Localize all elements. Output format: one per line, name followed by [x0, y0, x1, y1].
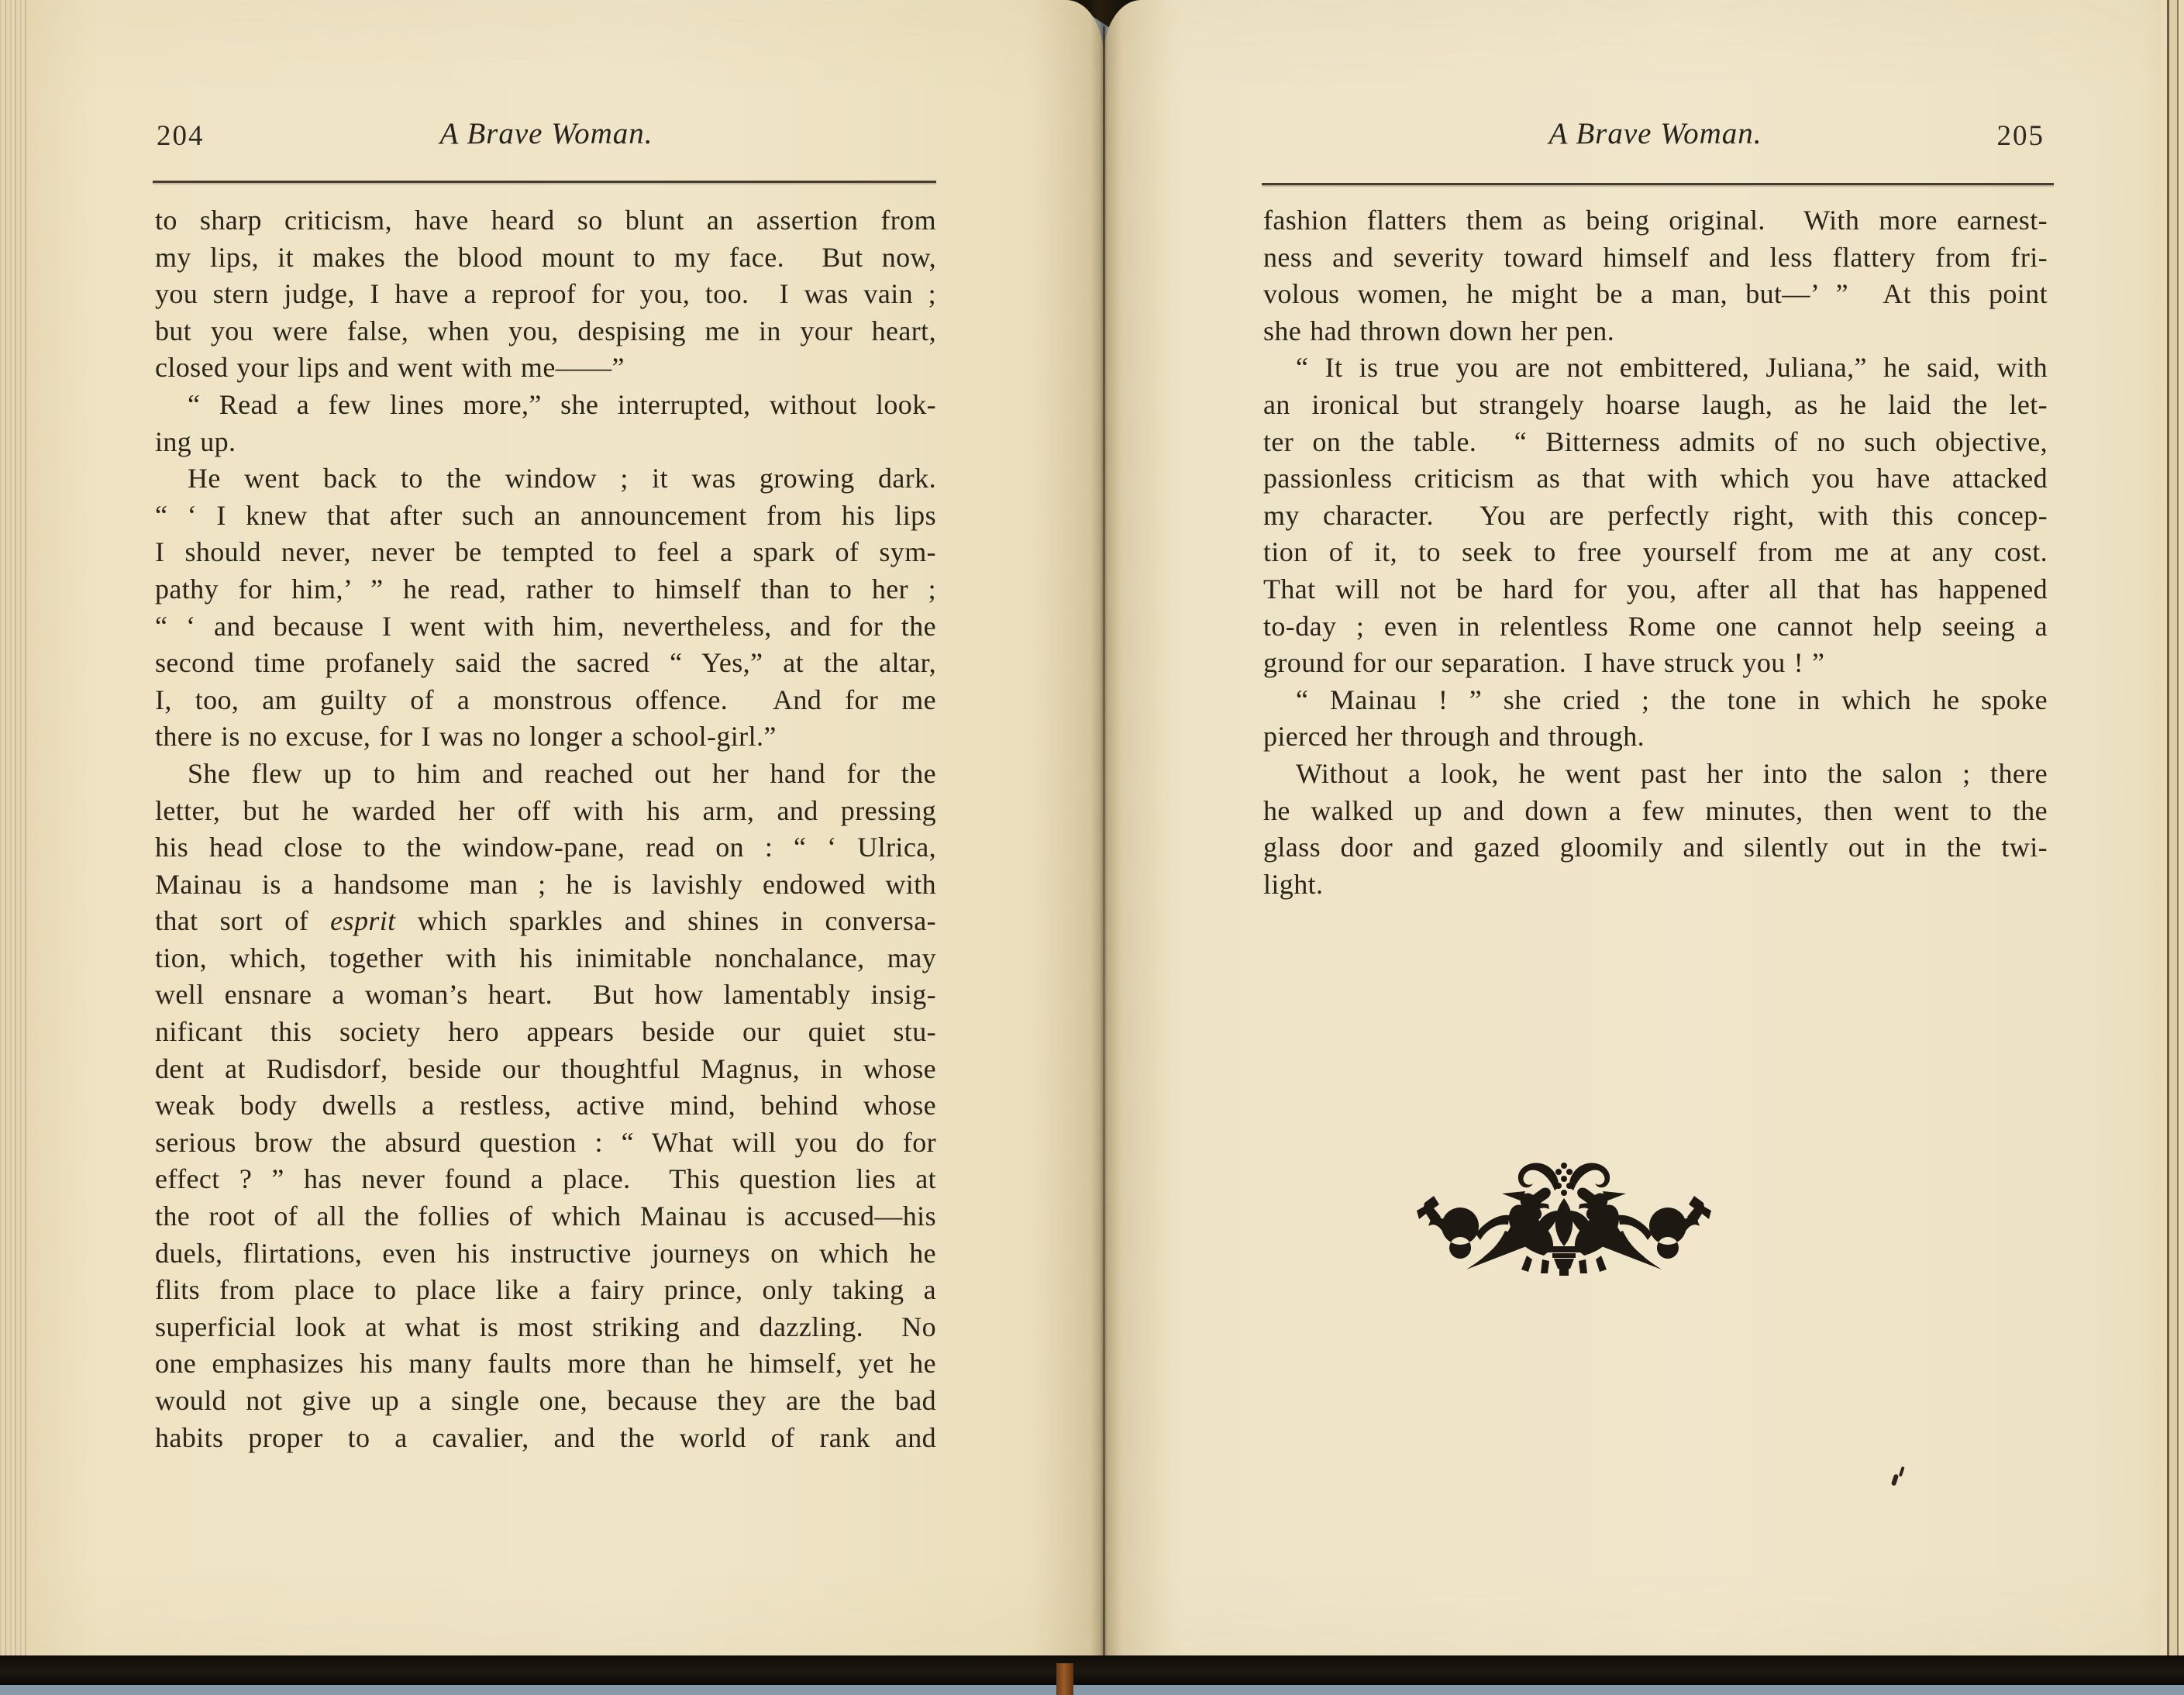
text-line: would not give up a single one, because they are the bad	[155, 1385, 936, 1416]
text-line: That will not be hard for you, after all that has happened	[1263, 573, 2048, 605]
text-line: ter on the table. “ Bitterness admits of no such objective,	[1263, 425, 2048, 457]
text-line: “ It is true you are not embittered, Juliana,” he said, with	[1296, 352, 2048, 384]
text-line: she had thrown down her pen.	[1263, 315, 1615, 346]
text-line: his head close to the window-pane, read on : “ ‘ Ulrica,	[155, 832, 936, 863]
page-edges-right	[2161, 0, 2184, 1660]
text-line: Mainau is a handsome man ; he is lavishly endowed with	[155, 868, 936, 900]
text-line: duels, flirtations, even his instructive journeys on which he	[155, 1237, 936, 1269]
text-line: he walked up and down a few minutes, then went to the	[1263, 794, 2048, 826]
text-line: habits proper to a cavalier, and the world of rank and	[155, 1421, 936, 1453]
text-line: I, too, am guilty of a monstrous offence. And for me	[155, 684, 936, 715]
text-line: nificant this society hero appears beside our quiet stu-	[155, 1016, 936, 1048]
bookmark-ribbon	[1056, 1663, 1073, 1695]
text-line: weak body dwells a restless, active mind, behind whose	[155, 1090, 936, 1121]
text-line: Without a look, he went past her into the salon ; there	[1296, 757, 2048, 789]
left-page-header	[155, 116, 938, 160]
text-line: one emphasizes his many faults more than he himself, yet he	[155, 1348, 936, 1380]
text-segment: which sparkles and shines in conversa-	[395, 905, 936, 937]
italic-word-esprit: esprit	[330, 905, 396, 937]
text-line: flits from place to place like a fairy prince, only taking a	[155, 1274, 936, 1306]
text-line: serious brow the absurd question : “ What will you do for	[155, 1126, 936, 1158]
right-header-rule	[1262, 183, 2054, 185]
text-line: tion of it, to seek to free yourself from me at any cost.	[1263, 536, 2048, 568]
text-line: passionless criticism as that with which you have attacked	[1263, 463, 2048, 494]
text-line: glass door and gazed gloomily and silently out in the twi-	[1263, 832, 2048, 863]
text-line: superficial look at what is most striking and dazzling. No	[155, 1311, 936, 1342]
left-running-title: A Brave Woman.	[439, 117, 653, 150]
text-line: “ ‘ I knew that after such an announcement from his lips	[155, 499, 936, 531]
right-running-title: A Brave Woman.	[1548, 117, 1762, 150]
text-line: my character. You are perfectly right, with this concep-	[1263, 499, 2048, 531]
text-line: “ Mainau ! ” she cried ; the tone in which he spoke	[1296, 684, 2048, 715]
text-line-with-italic	[155, 903, 936, 940]
text-line: to-day ; even in relentless Rome one cannot help seeing a	[1263, 610, 2048, 642]
text-line: He went back to the window ; it was growing dark.	[188, 463, 936, 494]
left-header-rule	[153, 181, 936, 183]
dragon-tailpiece-ornament	[1417, 1152, 1711, 1283]
right-page-header	[1263, 116, 2048, 160]
page-edges-left	[0, 0, 26, 1660]
text-line: dent at Rudisdorf, beside our thoughtful Magnus, in whose	[155, 1052, 936, 1084]
text-line: to sharp criticism, have heard so blunt an assertion from	[155, 205, 936, 236]
text-line: effect ? ” has never found a place. This question lies at	[155, 1163, 936, 1195]
text-line: volous women, he might be a man, but—’ ” At this point	[1263, 278, 2048, 310]
text-line: closed your lips and went with me——”	[155, 352, 625, 384]
text-line: but you were false, when you, despising me in your heart,	[155, 315, 936, 346]
text-line: there is no excuse, for I was no longer a school-girl.”	[155, 721, 777, 753]
text-line: an ironical but strangely hoarse laugh, as he laid the let-	[1263, 388, 2048, 420]
text-line: She flew up to him and reached out her hand for the	[188, 757, 936, 789]
text-line: pierced her through and through.	[1263, 721, 1645, 753]
text-segment: that sort of	[155, 905, 331, 937]
right-page-number: 205	[1996, 120, 2044, 152]
text-line: my lips, it makes the blood mount to my face. But now,	[155, 241, 936, 273]
text-line: second time profanely said the sacred “ Yes,” at the altar,	[155, 647, 936, 679]
text-line: light.	[1263, 868, 1324, 900]
left-page-number: 204	[157, 120, 205, 152]
text-line: ground for our separation. I have struck you ! ”	[1263, 647, 1825, 679]
text-line: you stern judge, I have a reproof for you, too. I was vain ;	[155, 278, 936, 310]
text-line: well ensnare a woman’s heart. But how lamentably insig-	[155, 979, 936, 1011]
text-line: I should never, never be tempted to feel a spark of sym-	[155, 536, 936, 568]
text-line: tion, which, together with his inimitable nonchalance, may	[155, 942, 936, 973]
text-line: ness and severity toward himself and less flattery from fri-	[1263, 241, 2048, 273]
text-line: letter, but he warded her off with his arm, and pressing	[155, 794, 936, 826]
text-line: the root of all the follies of which Mainau is accused—his	[155, 1201, 936, 1232]
text-line: ing up.	[155, 425, 236, 457]
left-page-text	[155, 202, 936, 1456]
text-line: “ Read a few lines more,” she interrupted, without look-	[188, 388, 936, 420]
text-line: pathy for him,’ ” he read, rather to himself than to her ;	[155, 573, 936, 605]
right-page-text	[1263, 202, 2048, 903]
text-line: fashion flatters them as being original. With more earnest-	[1263, 205, 2048, 236]
text-line: “ ‘ and because I went with him, nevertheless, and for the	[155, 610, 936, 642]
book-cover-edge	[0, 1655, 2184, 1685]
